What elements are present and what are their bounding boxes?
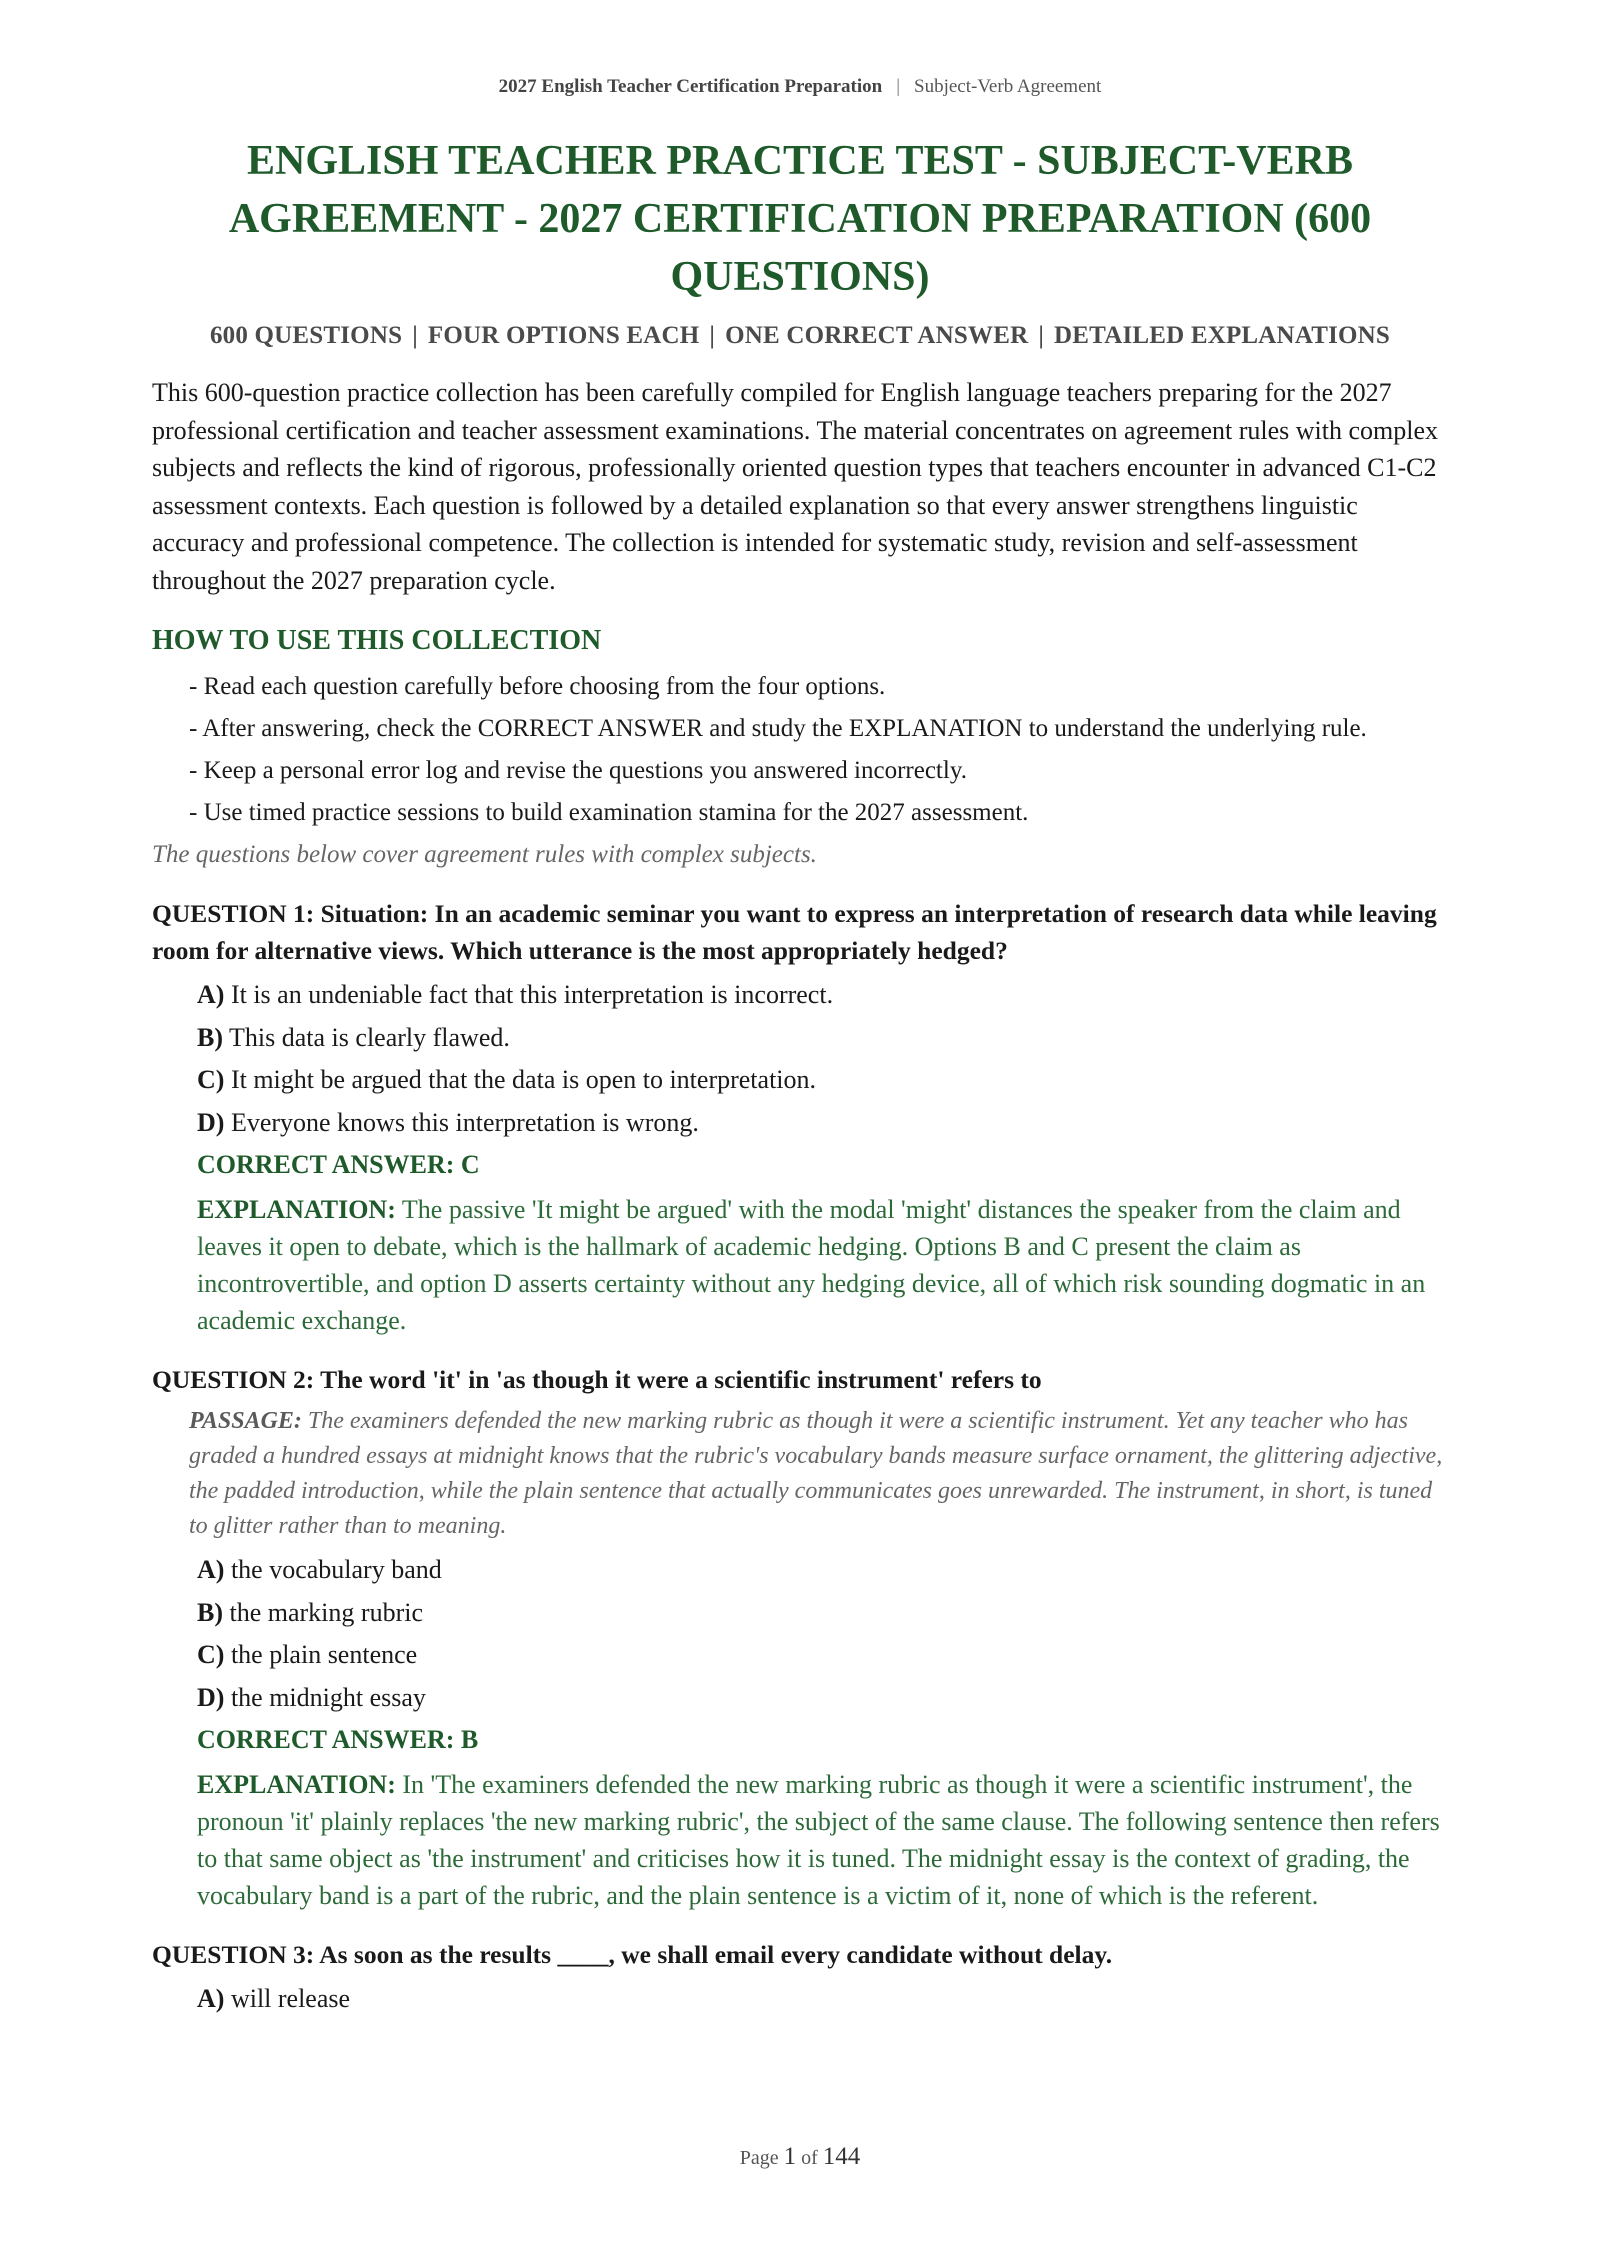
option-a — [197, 977, 1448, 1013]
howto-item: - Use timed practice sessions to build examination stamina for the 2027 assessment. — [189, 799, 1029, 826]
option-text: will release — [230, 1984, 351, 2013]
running-header — [0, 76, 1600, 98]
question-heading: QUESTION 1: Situation: In an academic seminar you want to express an interpretation of research data while leaving room for alternative views. Which utterance is the most appropriately hedged? — [152, 899, 1437, 965]
passage — [152, 1404, 1448, 1544]
total-pages: 144 — [822, 2143, 861, 2170]
option-letter: D) — [197, 1107, 225, 1137]
passage-label: PASSAGE: — [189, 1408, 302, 1434]
option-text: the vocabulary band — [230, 1555, 442, 1584]
subtitle-item: DETAILED EXPLANATIONS — [1054, 322, 1391, 349]
option-d — [197, 1105, 1448, 1141]
option-text: It might be argued that the data is open to interpretation. — [230, 1065, 817, 1094]
subtitle-item: 600 QUESTIONS — [209, 322, 403, 349]
explanation-text: In 'The examiners defended the new marking rubric as though it were a scientific instrument', the pronoun 'it' plainly replaces 'the new marking rubric', the subject of the same clause. The following sentence then refers to that same object as 'the instrument' and criticises how it is tuned. The midnight essay is the context of grading, the vocabulary band is a part of the rubric, and the plain sentence is a victim of it, none of which is the referent. — [197, 1770, 1440, 1910]
option-text: Everyone knows this interpretation is wrong. — [230, 1107, 699, 1137]
explanation-label: EXPLANATION: — [197, 1770, 396, 1799]
explanation-text: The passive 'It might be argued' with the modal 'might' distances the speaker from the claim and leaves it open to debate, which is the hallmark of academic hedging. Options B and C present the claim as incontrovertible, and option D asserts certainty without any hedging device, all of which risk sounding dogmatic in an academic exchange. — [197, 1195, 1426, 1335]
option-c — [197, 1062, 1448, 1098]
howto-list — [152, 669, 1448, 831]
option-text: the midnight essay — [230, 1682, 426, 1712]
option-text: the marking rubric — [229, 1597, 423, 1627]
option-b — [197, 1020, 1448, 1056]
page-number: 1 — [783, 2143, 797, 2170]
header-separator: | — [896, 76, 900, 97]
option-text: the plain sentence — [230, 1640, 418, 1669]
page-word: Page — [739, 2147, 779, 2169]
howto-item: - Read each question carefully before choosing from the four options. — [189, 673, 886, 700]
subtitle-item: FOUR OPTIONS EACH — [427, 322, 700, 349]
howto-note: The questions below cover agreement rules with complex subjects. — [152, 841, 817, 868]
correct-answer: CORRECT ANSWER: B — [197, 1725, 479, 1754]
explanation-label: EXPLANATION: — [197, 1195, 396, 1224]
document-title: ENGLISH TEACHER PRACTICE TEST - SUBJECT-VERB AGREEMENT - 2027 CERTIFICATION PREPARATION (600 QUESTIONS) — [228, 138, 1372, 300]
option-letter: D) — [197, 1682, 225, 1712]
question-1 — [152, 895, 1448, 1339]
option-list — [152, 1981, 1448, 2017]
option-list — [152, 977, 1448, 1141]
option-letter: A) — [197, 1984, 225, 2013]
intro-paragraph: This 600-question practice collection has been carefully compiled for English language teachers preparing for the 2027 professional certification and teacher assessment examinations. The material concentrates on agreement rules with complex subjects and reflects the kind of rigorous, professionally oriented question types that teachers encounter in advanced C1-C2 assessment contexts. Each question is followed by a detailed explanation so that every answer strengthens linguistic accuracy and professional competence. The collection is intended for systematic study, revision and self-assessment throughout the 2027 preparation cycle. — [152, 378, 1439, 595]
option-letter: C) — [197, 1065, 225, 1094]
document-subtitle — [152, 322, 1448, 350]
correct-answer: CORRECT ANSWER: C — [197, 1150, 480, 1179]
option-b — [197, 1595, 1448, 1631]
header-left-text: 2027 English Teacher Certification Preparation — [498, 76, 883, 97]
question-2 — [152, 1361, 1448, 1914]
option-letter: B) — [197, 1022, 223, 1052]
option-text: It is an undeniable fact that this interpretation is incorrect. — [230, 980, 834, 1009]
option-a — [197, 1981, 1448, 2017]
howto-heading: HOW TO USE THIS COLLECTION — [152, 625, 602, 656]
option-letter: A) — [197, 980, 225, 1009]
question-3 — [152, 1936, 1448, 2017]
explanation — [152, 1191, 1448, 1339]
question-heading: QUESTION 3: As soon as the results ____, we shall email every candidate without delay. — [152, 1940, 1113, 1969]
option-text: This data is clearly flawed. — [229, 1022, 510, 1052]
option-c — [197, 1637, 1448, 1673]
option-a — [197, 1552, 1448, 1588]
option-letter: B) — [197, 1597, 223, 1627]
passage-text: The examiners defended the new marking rubric as though it were a scientific instrument. Yet any teacher who has graded a hundred essays at midnight knows that the rubric's vocabulary bands measure surface ornament, the glittering adjective, the padded introduction, while the plain sentence that actually communicates goes unrewarded. The instrument, in short, is tuned to glitter rather than to meaning. — [189, 1408, 1443, 1539]
question-heading: QUESTION 2: The word 'it' in 'as though it were a scientific instrument' refers to — [152, 1365, 1042, 1394]
option-letter: A) — [197, 1555, 225, 1584]
explanation — [152, 1766, 1448, 1914]
header-right-text: Subject-Verb Agreement — [914, 76, 1102, 97]
howto-item: - Keep a personal error log and revise the questions you answered incorrectly. — [189, 757, 967, 784]
subtitle-separator: | — [412, 322, 418, 349]
option-letter: C) — [197, 1640, 225, 1669]
howto-item: - After answering, check the CORRECT ANSWER and study the EXPLANATION to understand the underlying rule. — [189, 715, 1367, 742]
of-word: of — [801, 2147, 818, 2169]
page-footer — [0, 2143, 1600, 2171]
option-list — [152, 1552, 1448, 1716]
subtitle-separator: | — [1038, 322, 1045, 349]
page-content — [152, 132, 1448, 2024]
option-d — [197, 1680, 1448, 1716]
subtitle-separator: | — [709, 322, 716, 349]
subtitle-item: ONE CORRECT ANSWER — [725, 322, 1029, 349]
